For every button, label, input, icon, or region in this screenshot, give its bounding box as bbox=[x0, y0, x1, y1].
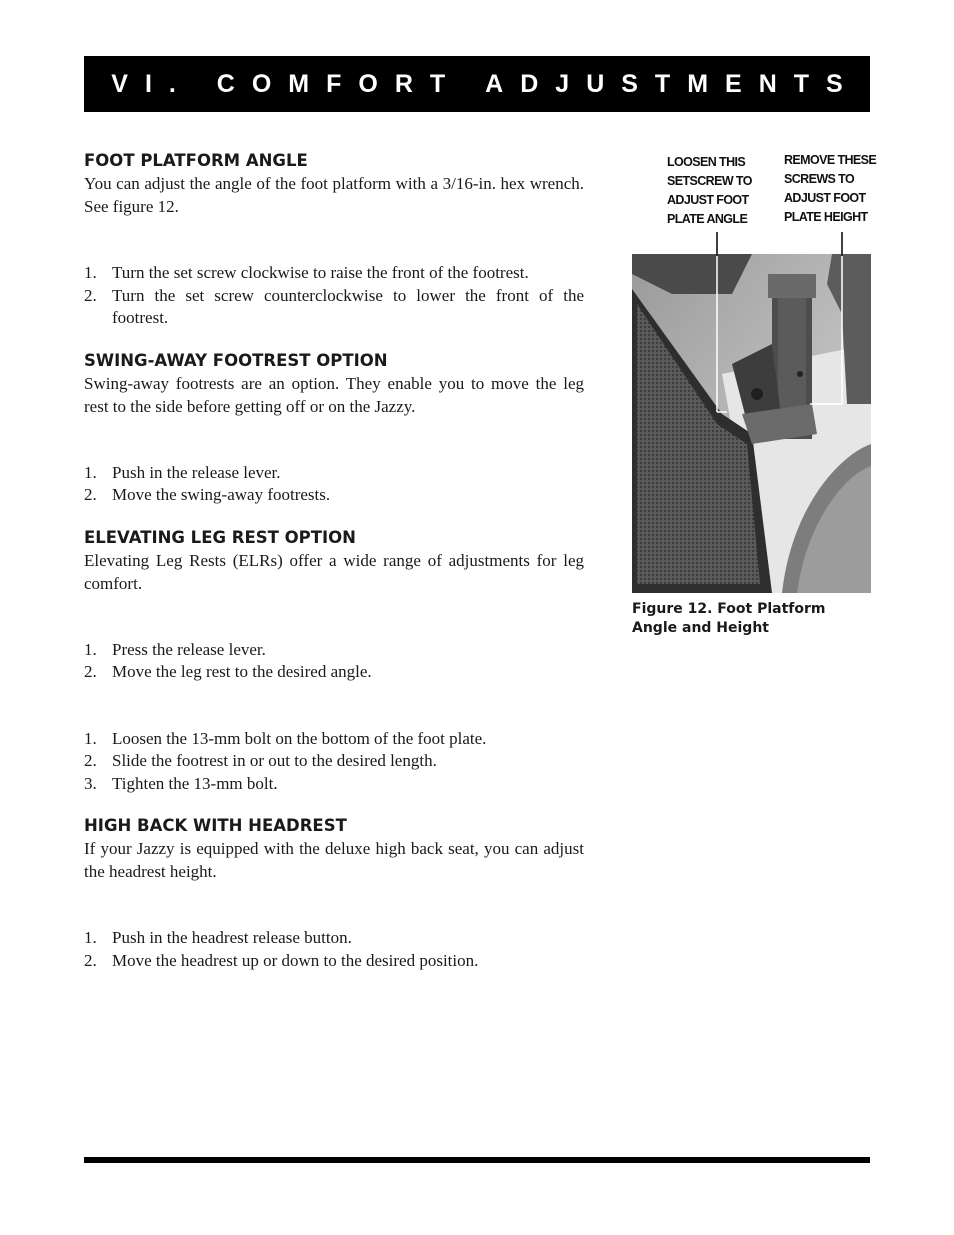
list-item: 2. Move the swing-away footrests. bbox=[84, 485, 331, 504]
list-item: 2. Move the headrest up or down to the desired position. bbox=[84, 950, 479, 970]
footer-rule bbox=[84, 1157, 870, 1163]
section-swing-away-footrest bbox=[84, 350, 584, 507]
section-paragraph: Elevating Leg Rests (ELRs) offer a wide range of adjustments for leg comfort. bbox=[84, 550, 584, 593]
section-paragraph: You can adjust the angle of the foot platform with a 3/16-in. hex wrench. See figure 12. bbox=[84, 174, 584, 216]
list-item: 1. Push in the headrest release button. bbox=[84, 928, 352, 947]
step-list bbox=[84, 639, 584, 684]
step-list bbox=[84, 927, 584, 972]
list-item: 2. Slide the footrest in or out to the desired length. bbox=[84, 751, 437, 770]
section-foot-platform-angle bbox=[84, 150, 584, 330]
section-heading: FOOT PLATFORM ANGLE bbox=[84, 151, 308, 170]
foot-platform-photo bbox=[632, 254, 871, 593]
section-heading: HIGH BACK WITH HEADREST bbox=[84, 816, 347, 835]
callout-remove-screws: REMOVE THESE SCREWS TO ADJUST FOOT PLATE HEIGHT bbox=[784, 153, 877, 224]
section-paragraph: Swing-away footrests are an option. They enable you to move the leg rest to the side before getting off or on the Jazzy. bbox=[84, 373, 584, 416]
chapter-title: VI. COMFORT ADJUSTMENTS bbox=[111, 69, 860, 98]
figure-caption: Figure 12. Foot Platform Angle and Height bbox=[632, 601, 826, 636]
section-elevating-leg-rest bbox=[84, 527, 584, 796]
list-item: 3. Tighten the 13-mm bolt. bbox=[84, 773, 278, 793]
list-item: 1. Push in the release lever. bbox=[84, 462, 281, 482]
main-column bbox=[84, 150, 584, 972]
list-item: 2. Move the leg rest to the desired angle. bbox=[84, 662, 372, 681]
list-item: 2. Turn the set screw counterclockwise to lower the front of the footrest. bbox=[84, 285, 584, 327]
list-item: 1. Press the release lever. bbox=[84, 639, 266, 659]
list-item: 1. Loosen the 13-mm bolt on the bottom of the foot plate. bbox=[84, 728, 487, 748]
step-list bbox=[84, 728, 584, 796]
list-item: 1. Turn the set screw clockwise to raise the front of the footrest. bbox=[84, 263, 529, 282]
section-heading: SWING-AWAY FOOTREST OPTION bbox=[84, 350, 388, 370]
step-list bbox=[84, 462, 584, 507]
section-heading: ELEVATING LEG REST OPTION bbox=[84, 527, 356, 547]
step-list bbox=[84, 262, 584, 330]
section-paragraph: If your Jazzy is equipped with the deluxe high back seat, you can adjust the headrest height. bbox=[84, 839, 584, 881]
callout-loosen-setscrew: LOOSEN THIS SETSCREW TO ADJUST FOOT PLATE ANGLE bbox=[667, 155, 752, 226]
section-high-back-headrest bbox=[84, 815, 584, 972]
chapter-banner bbox=[84, 56, 870, 112]
callout-leader-lines bbox=[632, 232, 871, 256]
